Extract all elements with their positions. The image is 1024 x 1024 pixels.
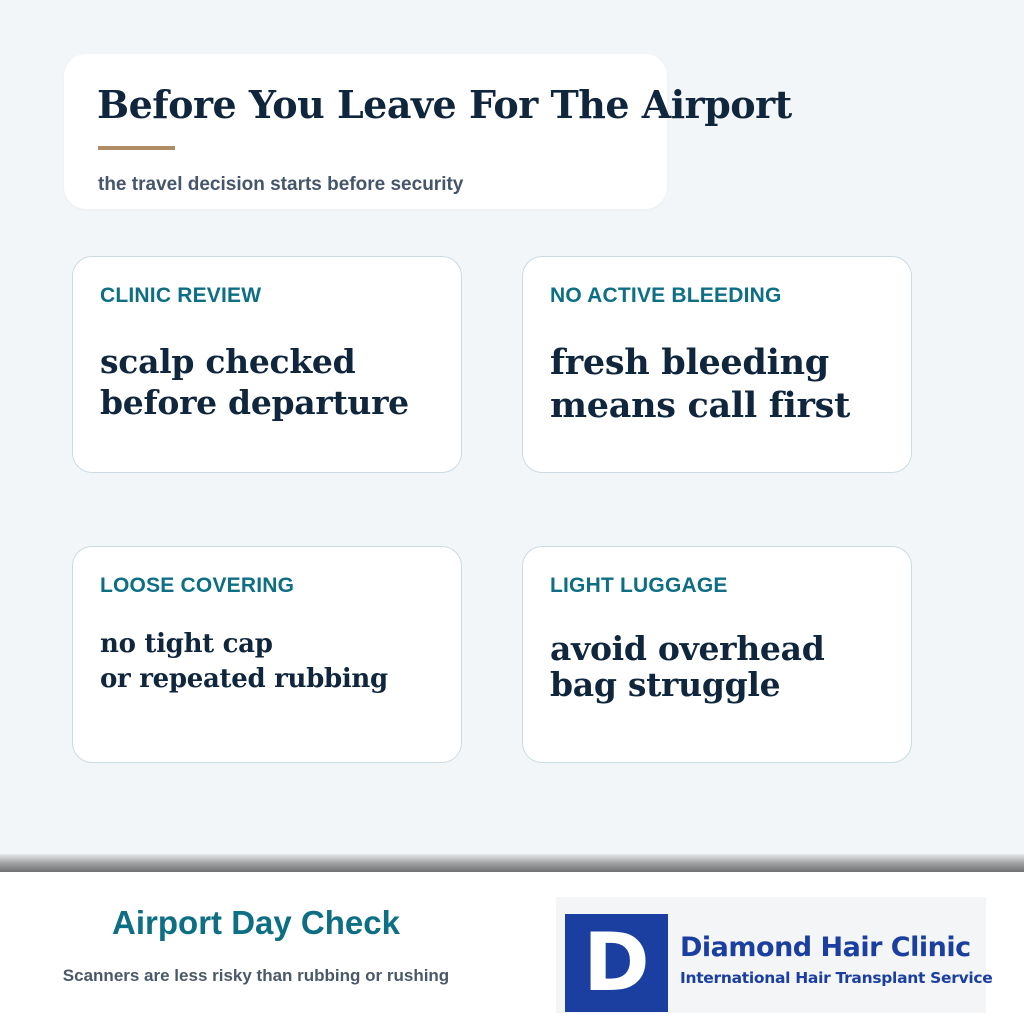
- page-subtitle: the travel decision starts before security: [98, 174, 464, 195]
- footer-title: Airport Day Check: [112, 904, 400, 941]
- logo-name: Diamond Hair Clinic: [680, 932, 971, 963]
- logo-tagline: International Hair Transplant Service: [680, 969, 993, 987]
- card-body: fresh bleeding means call first: [550, 342, 850, 426]
- footer-divider: [0, 854, 1024, 872]
- card-no-active-bleeding: [522, 256, 912, 473]
- logo-mark: [565, 914, 668, 1012]
- card-body: no tight cap or repeated rubbing: [100, 629, 388, 694]
- card-label: LOOSE COVERING: [100, 574, 295, 597]
- card-label: LIGHT LUGGAGE: [550, 574, 728, 597]
- card-clinic-review: [72, 256, 462, 473]
- title-divider: [98, 146, 175, 150]
- page-title: Before You Leave For The Airport: [97, 82, 792, 127]
- footer-note: Scanners are less risky than rubbing or rushing: [62, 966, 450, 985]
- card-body: avoid overhead bag struggle: [550, 629, 825, 704]
- card-loose-covering: [72, 546, 462, 763]
- card-label: CLINIC REVIEW: [100, 284, 262, 307]
- logo-letter: D: [583, 916, 650, 1009]
- clinic-logo: [556, 897, 993, 1013]
- card-light-luggage: [522, 546, 912, 763]
- card-label: NO ACTIVE BLEEDING: [550, 284, 782, 307]
- card-body: scalp checked before departure: [100, 342, 409, 422]
